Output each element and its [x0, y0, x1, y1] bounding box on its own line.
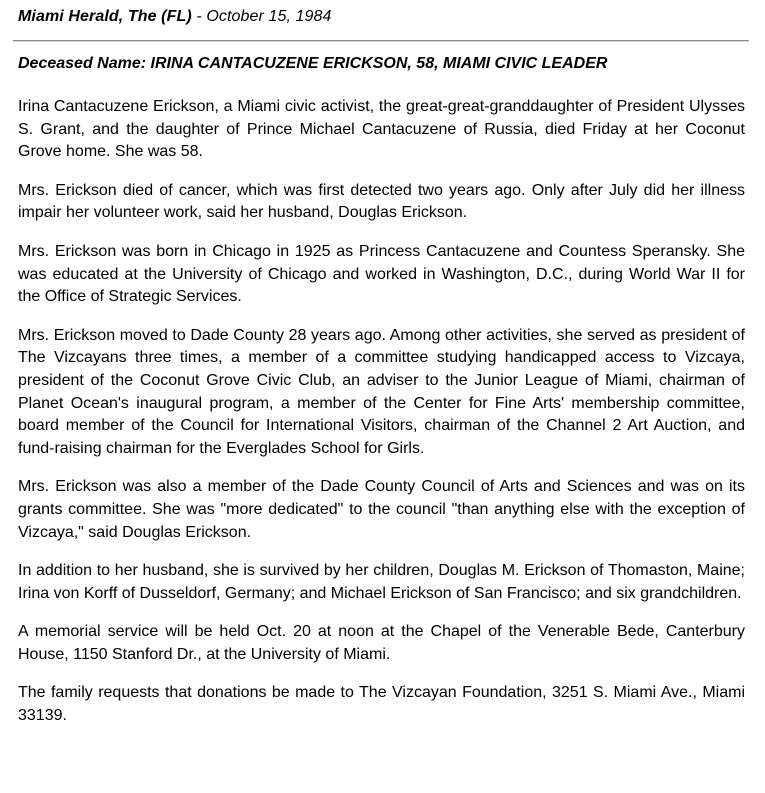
masthead [18, 8, 332, 26]
body-paragraph: Mrs. Erickson was born in Chicago in 1925 as Princess Cantacuzene and Countess Speransky. She was educated at the University of Chicago and worked in Washington, D.C., during World War II for the Office of Strategic Services. [18, 242, 745, 306]
newspaper-name: Miami Herald, The (FL) [18, 8, 192, 25]
body-paragraph: Mrs. Erickson died of cancer, which was first detected two years ago. Only after July did her illness impair her volunteer work, said her husband, Douglas Erickson. [18, 181, 745, 222]
body-paragraph: Irina Cantacuzene Erickson, a Miami civic activist, the great-great-granddaughter of President Ulysses S. Grant, and the daughter of Prince Michael Cantacuzene of Russia, died Friday at her Coconut Grove home. She was 58. [18, 98, 745, 161]
publication-date: October 15, 1984 [206, 8, 332, 25]
body-paragraph: A memorial service will be held Oct. 20 at noon at the Chapel of the Venerable Bede, Canterbury House, 1150 Stanford Dr., at the University of Miami. [18, 623, 745, 663]
body-paragraph: In addition to her husband, she is survived by her children, Douglas M. Erickson of Thomaston, Maine; Irina von Korff of Dusseldorf, Germany; and Michael Erickson of San Francisco; and six grandchildren. [18, 562, 745, 602]
body-paragraph: The family requests that donations be made to The Vizcayan Foundation, 3251 S. Miami Ave., Miami 33139. [18, 684, 745, 725]
header-divider [13, 40, 749, 42]
masthead-separator: - [191, 8, 207, 25]
article-headline: Deceased Name: IRINA CANTACUZENE ERICKSON, 58, MIAMI CIVIC LEADER [18, 55, 608, 72]
body-paragraph: Mrs. Erickson moved to Dade County 28 years ago. Among other activities, she served as president of The Vizcayans three times, a member of a committee studying handicapped access to Vizcaya, president of the Coconut Grove Civic Club, an adviser to the Junior League of Miami, chairman of Planet Ocean's inaugural program, a member of the Center for Fine Arts' membership committee, board member of the Council for International Visitors, chairman of the Channel 2 Art Auction, and fund-raising chairman for the Everglades School for Girls. [18, 326, 745, 457]
body-paragraph: Mrs. Erickson was also a member of the Dade County Council of Arts and Sciences and was on its grants committee. She was "more dedicated" to the council "than anything else with the exception of Vizcaya," said Douglas Erickson. [18, 478, 745, 541]
article-body [18, 96, 745, 744]
